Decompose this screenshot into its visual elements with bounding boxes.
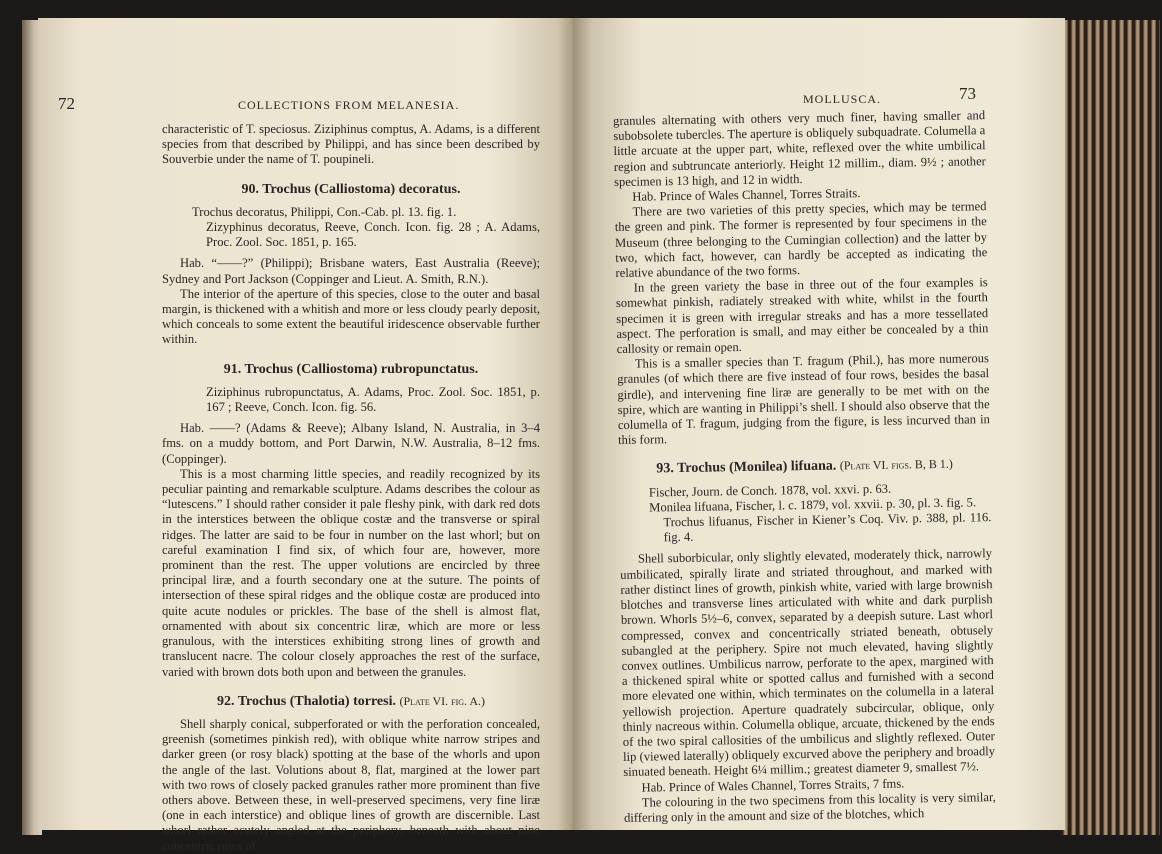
habitat-paragraph: Hab. Prince of Wales Channel, Torres Straits, 7 fms. [641,776,905,795]
paragraph: The interior of the aperture of this species, close to the outer and basal margin, is thickened with a whitish and more or less cloudy pearly deposit, which conceals to some extent the beautiful iridescence observable further within. [162,286,540,347]
synonym-reference: Trochus lifuanus, Fischer in Kiener’s Coq. Viv. p. 388, pl. 116. fig. 4. [663,510,992,545]
synonym-reference: Fischer, Journ. de Conch. 1878, vol. xxvi. p. 63. [648,481,892,500]
synonym-reference: Monilea lifuana, Fischer, l. c. 1879, vol. xxvii. p. 30, pl. 3. fig. 5. [649,495,977,515]
section-heading-92 [162,694,540,709]
paragraph: Shell sharply conical, subperforated or with the perforation concealed, greenish (sometimes pinkish red), with oblique white narrow stripes and darker green (or rosy black) spotting at the base of the whorls and upon the angle of the last. Volutions about 8, flat, margined at the lower part with two rows of closely packed granules rather more prominent than five others above. Between these, in well-preserved specimens, very fine liræ (one in each interstice) and oblique lines of growth are discernible. Last whorl rather acutely angled at the periphery, beneath with about nine concentric rows of [162,716,540,853]
paragraph: The colouring in the two specimens from this locality is very similar, differing only in the amount and size of the blotches, which [623,789,996,825]
synonym-reference: Trochus decoratus, Philippi, Con.-Cab. pl. 13. fig. 1. [192,204,457,219]
right-page-edges [1060,20,1160,835]
left-page-number: 72 [58,94,75,113]
left-page [38,18,573,853]
synonym-reference: Zizyphinus decoratus, Reeve, Conch. Icon. fig. 28 ; A. Adams, Proc. Zool. Soc. 1851, p. 165. [206,220,540,250]
section-heading-90: 90. Trochus (Calliostoma) decoratus. [241,181,461,197]
heading-title: 93. Trochus (Monilea) lifuana. [656,459,837,477]
paragraph: characteristic of T. speciosus. Ziziphinus comptus, A. Adams, is a different species from that described by Philippi, and has since been described by Souverbie under the name of T. poupineli. [162,122,540,167]
habitat-paragraph: Hab. ——? (Adams & Reeve); Albany Island, N. Australia, in 3–4 fms. on a muddy bottom, and Port Darwin, N.W. Australia, 8–12 fms. (Coppinger). [162,421,540,466]
paragraph: This is a most charming little species, and readily recognized by its peculiar painting and remarkable sculpture. Adams describes the colour as “lutescens.” I should rather consider it pale fleshy pink, with dark red dots in the interstices between the oblique costæ and the transverse or spiral ridges. The latter are said to be four in number on the last whorl; but on careful examination I find six, of which four are, however, more prominent than the rest. The upper volutions are encircled by three principal liræ, and a fourth secondary one at the suture. The points of intersection of these spiral ridges and the oblique costæ are produced into quite acute nodules or prickles. The base of the shell is almost flat, ornamented with about six concentric liræ, which are more or less granulous, with the interstices exhibiting strong lines of growth and translucent nacre. The colour closely approaches the rest of the surface, varied with brown dots both upon and between the granules. [162,466,540,679]
paragraph: There are two varieties of this pretty species, which may be termed the green and pink. The former is represented by four specimens in the Museum (three belonging to the Cumingian collection) and the latter by two, which fact, however, can hardly be accepted as indicating the relative abundance of the two forms. [614,199,988,281]
synonym-reference: Ziziphinus rubropunctatus, A. Adams, Proc. Zool. Soc. 1851, p. 167 ; Reeve, Conch. Icon. fig. 56. [206,384,540,415]
paragraph: This is a smaller species than T. fragum (Phil.), has more numerous granules (of which there are five instead of four rows, besides the basal girdle), and intervening fine liræ are generally to be met with on the spire, which are wanting in Philippi’s shell. I should also observe that the columella of T. fragum, judging from the figure, is less incurved than in this form. [617,351,990,448]
paragraph: Shell suborbicular, only slightly elevated, moderately thick, narrowly umbilicated, spirally lirate and striated throughout, and marked with rather distinct lines of growth, pinkish white, varied with large brownish blotches and transverse lines articulated with white and dark purplish brown. Whorls 5½–6, convex, separated by a deepish suture. Last whorl compressed, convex and concentrically striated beneath, obtusely subangled at the periphery. Spire not much elevated, having slightly convex outlines. Umbilicus narrow, perforate to the apex, margined with a thickened spiral white or spotted callus and furnished with a second more elevated one within, which terminates on the columella in a lateral yellowish projection. Aperture quadrately subcircular, oblique, only thinly nacreous within. Columella oblique, arcuate, thickened by the ends of the two spiral callosities of the umbilicus and slightly reflexed. Outer lip (viewed laterally) obliquely excurved above the periphery and broadly sinuated beneath. Height 6¼ millim.; greatest diameter 9, smallest 7½. [620,546,996,780]
habitat-paragraph: Hab. “——?” (Philippi); Brisbane waters, East Australia (Reeve); Sydney and Port Jackson (Coppinger and Lieut. A. Smith, R.N.). [162,256,540,286]
right-page [573,18,1065,830]
right-page-body [613,108,996,826]
paragraph: In the green variety the base in three out of the four examples is somewhat pinkish, radiately streaked with white, whilst in the fourth specimen it is green with irregular streaks and has a more tessellated aspect. The perforation is small, and may either be concealed by a thin callosity or remain open. [615,275,989,357]
plate-reference: (Plate VI. figs. B, B 1.) [839,457,953,473]
section-heading-93 [618,457,990,478]
heading-title: 92. Trochus (Thalotia) torresi. [216,693,396,709]
plate-reference: (Plate VI. fig. A.) [399,693,486,708]
right-page-number: 73 [959,84,976,103]
left-running-head: COLLECTIONS FROM MELANESIA. [238,98,460,112]
left-page-body [162,122,540,854]
habitat-paragraph: Hab. Prince of Wales Channel, Torres Straits. [632,186,861,204]
right-running-head: MOLLUSCA. [803,92,882,106]
section-heading-91: 91. Trochus (Calliostoma) rubropunctatus. [223,361,479,377]
paragraph: granules alternating with others very much finer, having smaller and subobsolete tubercles. The aperture is obliquely subquadrate. Columella a little arcuate at the upper part, white, reflexed over the white umbilical region and subtruncate anteriorly. Height 12 millim., diam. 9½ ; another specimen is 13 high, and 12 in width. [613,108,986,189]
